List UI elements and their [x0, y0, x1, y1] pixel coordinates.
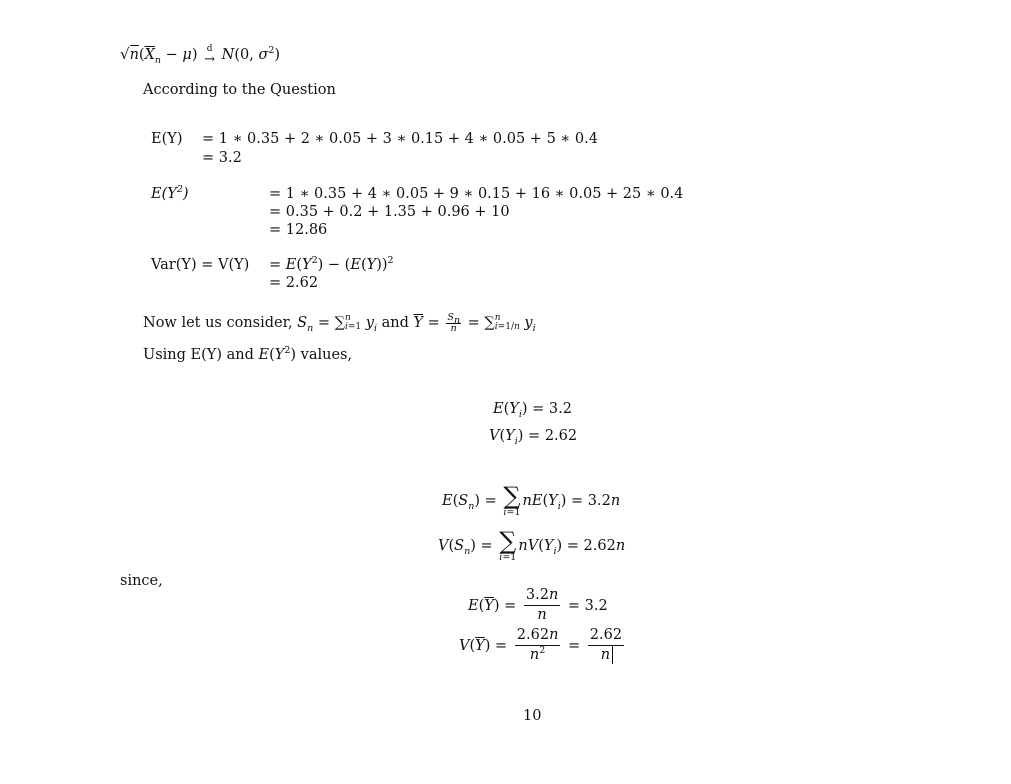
intro-text: According to the Question [143, 82, 336, 98]
v-ybar-equation: $V(\overline{Y})$ = $\frac{2.62n}{n^2}$ = $\frac{2.62}{n}$ [459, 627, 623, 663]
since-text: since, [120, 573, 163, 589]
page-number: 10 [523, 708, 542, 724]
ey2-label: $E(Y^2)$ [151, 184, 189, 202]
ey-label: E(Y) [151, 131, 183, 147]
consider-line: Now let us consider, $S_n$ = ∑ n i=1 $y_i$ and $\overline{Y}$ = $\frac{S_n}{n}$ = ∑ n i=1/n $y_i$ [143, 312, 536, 334]
ey2-line-3: = 12.86 [269, 222, 328, 238]
var-label: Var(Y) = V(Y) [151, 257, 250, 273]
ey2-line-1: = 1 ∗ 0.35 + 4 ∗ 0.05 + 9 ∗ 0.15 + 16 ∗ 0.05 + 25 ∗ 0.4 [269, 186, 684, 202]
e-yi-equation: $E(Y_i) = 3.2$ [493, 401, 572, 420]
clt-equation: $√n(\overline{X}_n - \mu)$ d → N(0, $\sigma^2$) [120, 44, 281, 67]
var-line-2: = 2.62 [269, 275, 319, 291]
var-line-1: = $E(Y^2) - (E(Y))^2$ [269, 255, 394, 273]
ey2-line-2: = 0.35 + 0.2 + 1.35 + 0.96 + 10 [269, 204, 510, 220]
using-line: Using E(Y) and $E(Y^2)$ values, [143, 345, 353, 363]
v-yi-equation: $V(Y_i) = 2.62$ [489, 428, 578, 447]
e-sn-equation: $E(S_n)$ = ∑ i=1 $nE(Y_i) = 3.2n$ [442, 482, 621, 518]
e-ybar-equation: $E(\overline{Y})$ = $\frac{3.2n}{n}$ = 3.2 [468, 587, 608, 623]
v-sn-equation: $V(S_n)$ = ∑ i=1 $nV(Y_i) = 2.62n$ [438, 527, 626, 563]
ey-line-1: = 1 ∗ 0.35 + 2 ∗ 0.05 + 3 ∗ 0.15 + 4 ∗ 0.05 + 5 ∗ 0.4 [202, 131, 598, 147]
ey-line-2: = 3.2 [202, 150, 242, 166]
